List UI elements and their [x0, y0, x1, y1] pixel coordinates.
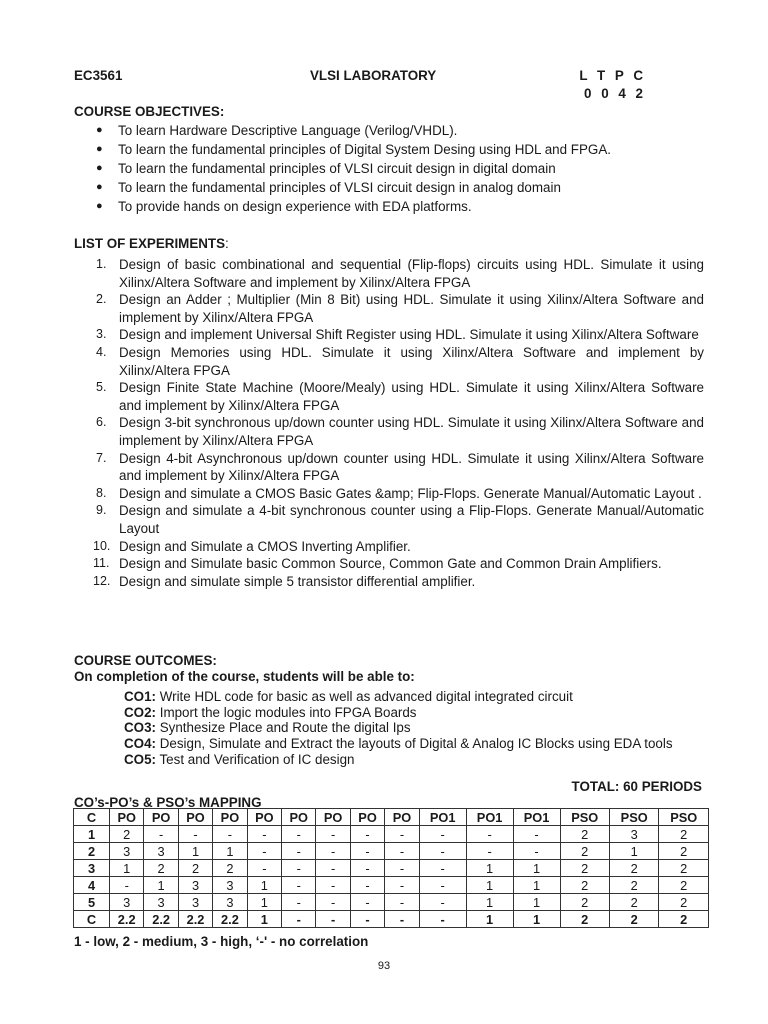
table-cell: 3 — [110, 894, 144, 911]
table-cell: - — [419, 911, 466, 928]
table-cell: 1 — [247, 877, 281, 894]
table-cell: - — [282, 843, 316, 860]
table-cell: 1 — [247, 894, 281, 911]
table-cell: 1 — [466, 894, 513, 911]
table-cell: - — [513, 826, 560, 843]
table-cell: 1 — [466, 860, 513, 877]
table-cell: 2 — [609, 877, 658, 894]
table-cell: 1 — [513, 877, 560, 894]
table-cell: 2 — [609, 911, 658, 928]
outcome-item: CO5: Test and Verification of IC design — [124, 751, 355, 767]
table-cell: - — [350, 860, 384, 877]
bullet-icon: ● — [96, 181, 103, 193]
mapping-table — [73, 808, 709, 928]
table-cell: 2 — [560, 860, 609, 877]
table-cell: 2 — [178, 860, 212, 877]
table-cell: 1 — [178, 843, 212, 860]
table-header-row — [74, 809, 709, 826]
table-cell: - — [247, 826, 281, 843]
outcomes-intro: On completion of the course, students will be able to: — [74, 668, 415, 684]
mapping-title: CO’s-PO’s & PSO’s MAPPING — [74, 795, 262, 810]
experiment-item: 9. Design and simulate a 4-bit synchronous counter using a Flip-Flops. Generate Manual/Automatic Layout — [96, 503, 704, 536]
table-cell: 3 — [609, 826, 658, 843]
table-cell: 3 — [213, 894, 247, 911]
experiment-item: 2. Design an Adder ; Multiplier (Min 8 Bit) using HDL. Simulate it using Xilinx/Altera Software and implement by Xilinx/Altera FPGA — [96, 292, 704, 325]
table-cell: 2 — [659, 894, 709, 911]
experiment-item: 8. Design and simulate a CMOS Basic Gates &amp; Flip-Flops. Generate Manual/Automatic Layout . — [96, 485, 702, 501]
table-cell: - — [247, 860, 281, 877]
objectives-heading: COURSE OBJECTIVES: — [74, 104, 225, 119]
table-cell: - — [282, 911, 316, 928]
table-cell: 3 — [178, 894, 212, 911]
table-cell: 1 — [247, 911, 281, 928]
table-cell: PO — [316, 809, 350, 826]
table-cell: - — [350, 826, 384, 843]
table-cell: 3 — [144, 843, 178, 860]
table-cell: PO — [110, 809, 144, 826]
table-cell: 2 — [659, 860, 709, 877]
table-cell: 1 — [110, 860, 144, 877]
table-cell: 2 — [609, 860, 658, 877]
table-cell: - — [419, 843, 466, 860]
table-cell: 2 — [609, 894, 658, 911]
outcome-item: CO1: Write HDL code for basic as well as advanced digital integrated circuit — [124, 689, 573, 705]
table-cell: PO — [350, 809, 384, 826]
table-cell: 3 — [144, 894, 178, 911]
table-cell: - — [144, 826, 178, 843]
objectives-list — [74, 122, 714, 217]
table-row — [74, 877, 709, 894]
table-cell: 1 — [466, 877, 513, 894]
outcome-item: CO4: Design, Simulate and Extract the layouts of Digital & Analog IC Blocks using EDA tools — [124, 735, 673, 751]
table-cell: - — [385, 826, 419, 843]
table-cell: 2 — [659, 877, 709, 894]
table-cell: 1 — [513, 911, 560, 928]
table-row — [74, 860, 709, 877]
table-cell: - — [419, 826, 466, 843]
table-cell: - — [282, 860, 316, 877]
row-label-cell: 4 — [74, 877, 110, 894]
experiment-item: 3. Design and implement Universal Shift Register using HDL. Simulate it using Xilinx/Altera Software — [96, 327, 699, 343]
table-cell: 1 — [144, 877, 178, 894]
table-cell: 2 — [659, 911, 709, 928]
table-cell: PO1 — [466, 809, 513, 826]
table-cell: - — [316, 877, 350, 894]
table-cell: - — [350, 894, 384, 911]
bullet-icon: ● — [96, 143, 103, 155]
table-cell: 2 — [560, 911, 609, 928]
table-cell: PSO — [560, 809, 609, 826]
table-cell: - — [316, 860, 350, 877]
table-cell: 1 — [609, 843, 658, 860]
row-label-cell: C — [74, 809, 110, 826]
table-cell: PO1 — [513, 809, 560, 826]
table-cell: 2 — [560, 877, 609, 894]
table-cell: 1 — [513, 860, 560, 877]
table-cell: - — [350, 911, 384, 928]
table-cell: 1 — [513, 894, 560, 911]
table-cell: 2.2 — [213, 911, 247, 928]
table-cell: 2 — [213, 860, 247, 877]
table-cell: PO — [385, 809, 419, 826]
table-cell: 2.2 — [110, 911, 144, 928]
table-cell: 2.2 — [178, 911, 212, 928]
table-cell: - — [419, 894, 466, 911]
ltpc-values: 0 0 4 2 — [584, 86, 646, 101]
table-cell: - — [282, 894, 316, 911]
course-outcomes — [74, 652, 714, 767]
table-cell: - — [316, 826, 350, 843]
table-cell: 2 — [560, 826, 609, 843]
row-label-cell: 1 — [74, 826, 110, 843]
table-cell: 3 — [213, 877, 247, 894]
experiment-item: 6. Design 3-bit synchronous up/down counter using HDL. Simulate it using Xilinx/Altera Software and implement by Xilinx/Altera FPGA — [96, 415, 704, 448]
table-cell: 2.2 — [144, 911, 178, 928]
objective-item: ● To provide hands on design experience with EDA platforms. — [96, 199, 472, 214]
ltpc-label: L T P C — [579, 68, 646, 83]
table-cell: - — [466, 843, 513, 860]
experiment-item: 1. Design of basic combinational and sequential (Flip-flops) circuits using HDL. Simulate it using Xilinx/Altera Software and implement by Xilinx/Altera FPGA — [96, 257, 704, 290]
table-cell: 2 — [560, 843, 609, 860]
experiments-list — [74, 256, 704, 590]
table-row — [74, 911, 709, 928]
table-cell: 2 — [560, 894, 609, 911]
table-cell: PO1 — [419, 809, 466, 826]
total-periods: TOTAL: 60 PERIODS — [571, 779, 702, 794]
table-cell: - — [316, 911, 350, 928]
bullet-icon: ● — [96, 162, 103, 174]
mapping-legend: 1 - low, 2 - medium, 3 - high, ‘-' - no correlation — [74, 934, 369, 949]
table-cell: - — [385, 843, 419, 860]
table-cell: 2 — [659, 843, 709, 860]
bullet-icon: ● — [96, 124, 103, 136]
table-cell: - — [419, 877, 466, 894]
experiment-item: 4. Design Memories using HDL. Simulate it using Xilinx/Altera Software and implement by Xilinx/Altera FPGA — [96, 344, 704, 378]
table-cell: - — [247, 843, 281, 860]
table-cell: - — [350, 843, 384, 860]
table-cell: PSO — [609, 809, 658, 826]
outcomes-heading: COURSE OUTCOMES: — [74, 653, 217, 668]
course-header — [74, 67, 654, 103]
table-cell: PO — [178, 809, 212, 826]
experiment-item: 12. Design and simulate simple 5 transistor differential amplifier. — [93, 573, 476, 589]
bullet-icon: ● — [96, 200, 103, 212]
table-cell: - — [350, 877, 384, 894]
experiment-item: 5. Design Finite State Machine (Moore/Mealy) using HDL. Simulate it using Xilinx/Altera Software and implement by Xilinx/Altera FPGA — [96, 380, 704, 413]
table-cell: 2 — [110, 826, 144, 843]
table-cell: PSO — [659, 809, 709, 826]
row-label-cell: 5 — [74, 894, 110, 911]
table-cell: - — [513, 843, 560, 860]
table-row — [74, 894, 709, 911]
table-cell: - — [282, 877, 316, 894]
experiments-heading: LIST OF EXPERIMENTS: — [74, 236, 229, 251]
table-cell: - — [419, 860, 466, 877]
row-label-cell: 2 — [74, 843, 110, 860]
table-cell: PO — [282, 809, 316, 826]
table-cell: 2 — [144, 860, 178, 877]
table-cell: 2 — [659, 826, 709, 843]
row-label-cell: 3 — [74, 860, 110, 877]
outcomes-list — [74, 689, 714, 767]
table-cell: PO — [144, 809, 178, 826]
table-cell: PO — [247, 809, 281, 826]
course-title: VLSI LABORATORY — [310, 68, 437, 83]
table-cell: 3 — [178, 877, 212, 894]
table-cell: - — [385, 860, 419, 877]
outcome-item: CO2: Import the logic modules into FPGA Boards — [124, 704, 417, 720]
table-cell: - — [282, 826, 316, 843]
objective-item: ● To learn the fundamental principles of Digital System Desing using HDL and FPGA. — [96, 142, 611, 157]
table-cell: - — [178, 826, 212, 843]
objective-item: ● To learn the fundamental principles of VLSI circuit design in digital domain — [96, 161, 556, 176]
page-number: 93 — [377, 960, 391, 972]
table-cell: 1 — [466, 911, 513, 928]
row-label-cell: C — [74, 911, 110, 928]
objective-item: ● To learn Hardware Descriptive Language (Verilog/VHDL). — [96, 123, 458, 138]
experiment-item: 10. Design and Simulate a CMOS Inverting Amplifier. — [93, 538, 411, 554]
table-cell: 1 — [213, 843, 247, 860]
experiment-item: 11. Design and Simulate basic Common Source, Common Gate and Common Drain Amplifiers. — [93, 556, 662, 572]
table-cell: - — [110, 877, 144, 894]
course-code: EC3561 — [74, 68, 123, 83]
table-cell: - — [385, 894, 419, 911]
outcome-item: CO3: Synthesize Place and Route the digital Ips — [124, 720, 411, 736]
table-row — [74, 843, 709, 860]
table-cell: PO — [213, 809, 247, 826]
table-row — [74, 826, 709, 843]
table-cell: - — [316, 843, 350, 860]
table-cell: - — [385, 911, 419, 928]
experiment-item: 7. Design 4-bit Asynchronous up/down counter using HDL. Simulate it using Xilinx/Altera Software and implement by Xilinx/Altera FPGA — [96, 450, 704, 484]
table-cell: 3 — [110, 843, 144, 860]
objective-item: ● To learn the fundamental principles of VLSI circuit design in analog domain — [96, 180, 561, 195]
table-cell: - — [316, 894, 350, 911]
table-cell: - — [466, 826, 513, 843]
table-cell: - — [213, 826, 247, 843]
table-cell: - — [385, 877, 419, 894]
